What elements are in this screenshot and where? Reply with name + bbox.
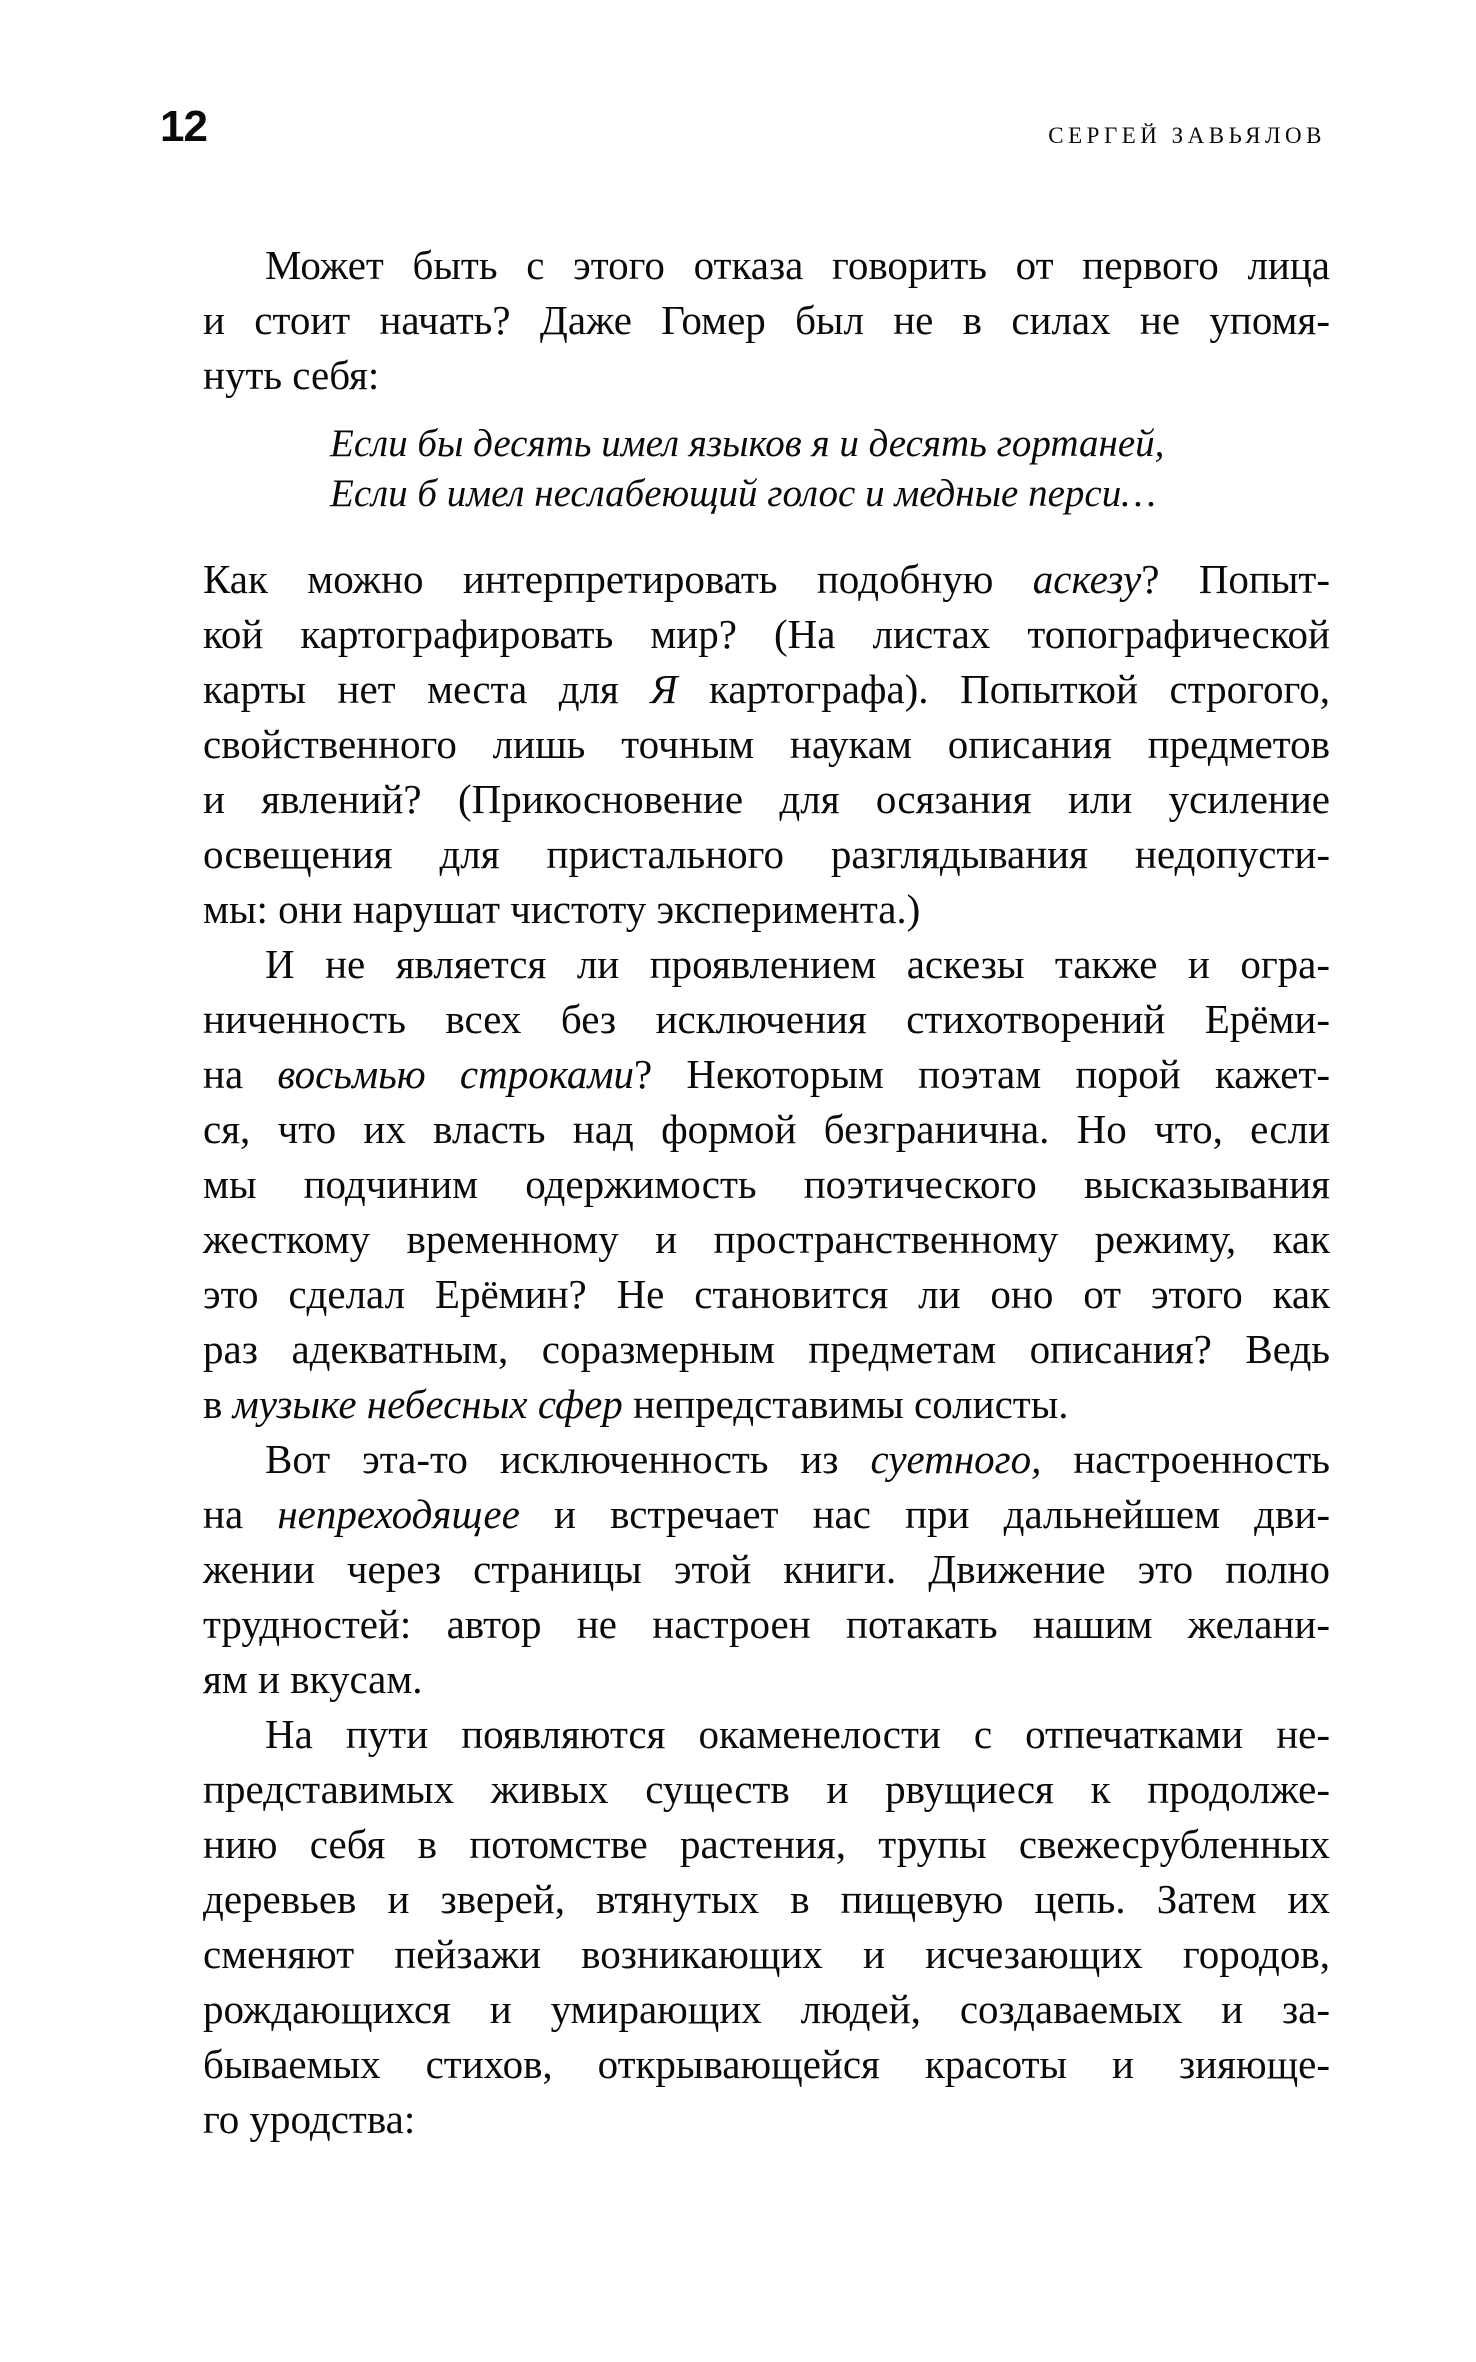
text-segment: бываемых стихов, открывающейся красоты и зияюще-	[203, 2041, 1330, 2087]
verse-quote	[330, 419, 1330, 519]
text-segment: жесткому временному и пространственному режиму, как	[203, 1216, 1330, 1262]
text-segment: представимых живых существ и рвущиеся к продолже-	[203, 1766, 1330, 1812]
text-line	[203, 348, 1330, 403]
text-line	[203, 2037, 1330, 2092]
text-segment: го уродства:	[203, 2096, 416, 2142]
running-header: СЕРГЕЙ ЗАВЬЯЛОВ	[1048, 123, 1326, 148]
text-segment: мы подчиним одержимость поэтического высказывания	[203, 1161, 1330, 1207]
text-line	[203, 1157, 1330, 1212]
text-line	[203, 607, 1330, 662]
text-segment: Может быть с этого отказа говорить от первого лица	[265, 242, 1330, 288]
text-segment: в	[203, 1381, 233, 1427]
text-segment: рождающихся и умирающих людей, создаваемых и за-	[203, 1986, 1330, 2032]
text-segment: свойственного лишь точным наукам описания предметов	[203, 721, 1330, 767]
text-segment: трудностей: автор не настроен потакать нашим желани-	[203, 1601, 1330, 1647]
text-line	[203, 293, 1330, 348]
text-line	[203, 662, 1330, 717]
paragraph	[203, 937, 1330, 1432]
text-line	[203, 1047, 1330, 1102]
text-segment: нуть себя:	[203, 352, 380, 398]
text-line	[203, 1432, 1330, 1487]
text-line	[203, 1817, 1330, 1872]
text-line	[203, 1597, 1330, 1652]
text-segment: Если бы десять имел языков я и десять гортаней,	[330, 422, 1165, 465]
text-segment: сменяют пейзажи возникающих и исчезающих городов,	[203, 1931, 1330, 1977]
text-line	[203, 1762, 1330, 1817]
text-segment: ? Попыт-	[1141, 556, 1330, 602]
text-line	[203, 1102, 1330, 1157]
text-line	[330, 469, 1330, 519]
text-line	[203, 992, 1330, 1047]
paragraph	[203, 1432, 1330, 1707]
text-line	[203, 2092, 1330, 2147]
text-segment: картографа). Попыткой строгого,	[677, 666, 1330, 712]
text-segment: карты нет места для	[203, 666, 651, 712]
paragraph	[203, 1707, 1330, 2147]
page-number: 12	[160, 102, 207, 151]
text-line	[203, 1982, 1330, 2037]
text-line	[203, 1652, 1330, 1707]
text-line	[203, 1707, 1330, 1762]
text-segment: освещения для пристального разглядывания недопусти-	[203, 831, 1330, 877]
text-line	[330, 419, 1330, 469]
text-line	[203, 937, 1330, 992]
text-line	[203, 238, 1330, 293]
text-segment: ? Некоторым поэтам порой кажет-	[634, 1051, 1330, 1097]
text-segment: и встречает нас при дальнейшем дви-	[519, 1491, 1330, 1537]
text-line	[203, 1487, 1330, 1542]
text-segment: нию себя в потомстве растения, трупы свежесрубленных	[203, 1821, 1330, 1867]
text-line	[203, 1212, 1330, 1267]
text-segment: Если б имел неслабеющий голос и медные перси…	[330, 472, 1156, 515]
text-segment: ниченность всех без исключения стихотворений Ерёми-	[203, 996, 1330, 1042]
text-line	[203, 552, 1330, 607]
text-segment: Как можно интерпретировать подобную	[203, 556, 1033, 602]
text-segment: кой картографировать мир? (На листах топографической	[203, 611, 1330, 657]
text-segment: на	[203, 1491, 278, 1537]
paragraph	[203, 552, 1330, 937]
text-segment: раз адекватным, соразмерным предметам описания? Ведь	[203, 1326, 1330, 1372]
text-segment: непредставимы солисты.	[622, 1381, 1069, 1427]
text-line	[203, 1267, 1330, 1322]
text-segment: деревьев и зверей, втянутых в пищевую цепь. Затем их	[203, 1876, 1330, 1922]
text-line	[203, 1542, 1330, 1597]
italic-text-segment: аскезу	[1032, 556, 1142, 602]
text-segment: это сделал Ерёмин? Не становится ли оно от этого как	[203, 1271, 1330, 1317]
text-segment: и явлений? (Прикосновение для осязания или усиление	[203, 776, 1330, 822]
text-segment: мы: они нарушат чистоту эксперимента.)	[203, 886, 921, 932]
text-line	[203, 1872, 1330, 1927]
text-segment: ся, что их власть над формой безгранична. Но что, если	[203, 1106, 1330, 1152]
text-segment: ям и вкусам.	[203, 1656, 423, 1702]
text-segment: И не является ли проявлением аскезы также и огра-	[265, 941, 1330, 987]
italic-text-segment: восьмью строками	[277, 1051, 635, 1097]
text-segment: на	[203, 1051, 278, 1097]
text-segment: На пути появляются окаменелости с отпечатками не-	[265, 1711, 1330, 1757]
text-line	[203, 717, 1330, 772]
text-line	[203, 772, 1330, 827]
text-line	[203, 1322, 1330, 1377]
text-line	[203, 882, 1330, 937]
text-segment: Вот эта-то исключенность из	[265, 1436, 871, 1482]
text-line	[203, 827, 1330, 882]
italic-text-segment: музыке небесных сфер	[232, 1381, 623, 1427]
text-segment: настроенность	[1041, 1436, 1331, 1482]
text-segment: и стоит начать? Даже Гомер был не в силах не упомя-	[203, 297, 1330, 343]
italic-text-segment: суетного,	[870, 1436, 1042, 1482]
paragraph	[203, 238, 1330, 403]
text-segment: жении через страницы этой книги. Движение это полно	[203, 1546, 1330, 1592]
page-body	[203, 238, 1330, 2147]
italic-text-segment: непреходящее	[277, 1491, 520, 1537]
text-line	[203, 1927, 1330, 1982]
text-line	[203, 1377, 1330, 1432]
italic-text-segment: Я	[650, 666, 678, 712]
